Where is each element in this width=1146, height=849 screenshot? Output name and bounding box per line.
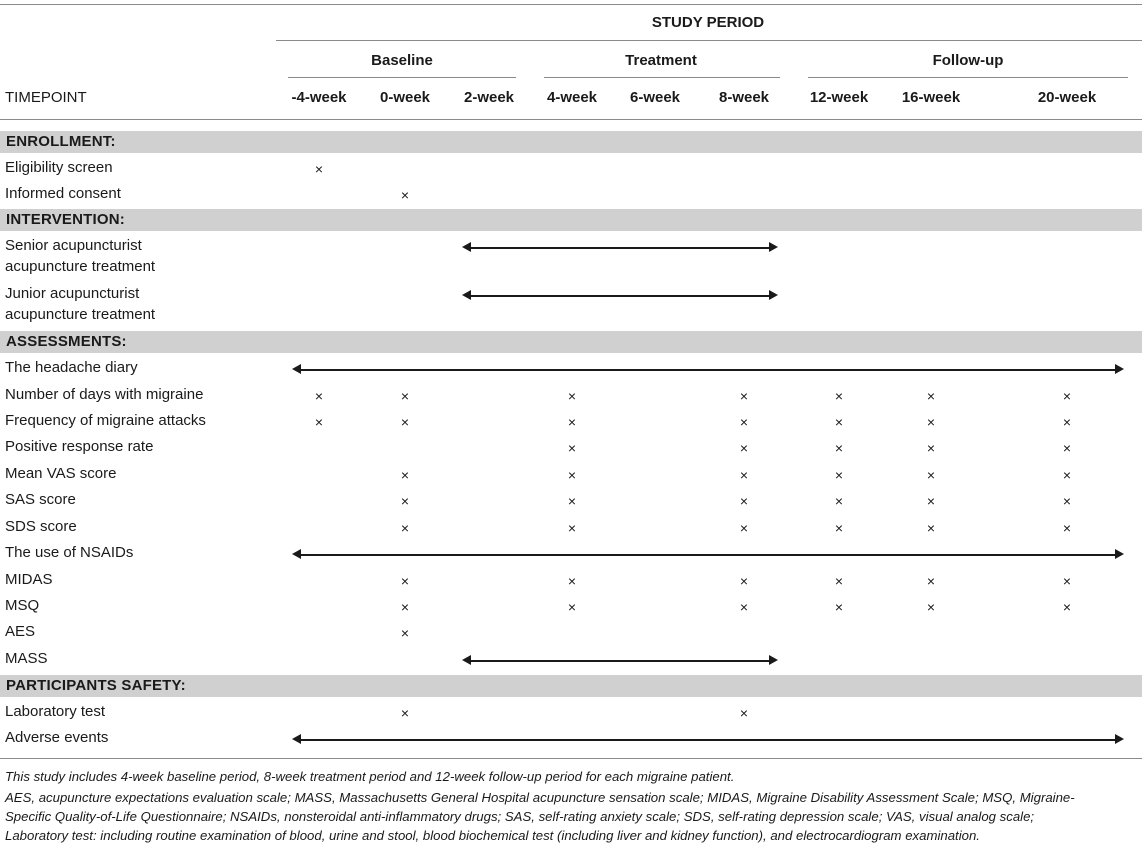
check-mark: × (567, 520, 577, 536)
check-mark: × (567, 493, 577, 509)
row-label (5, 436, 153, 457)
arrow-head-right-icon (769, 655, 778, 665)
check-mark: × (1062, 493, 1072, 509)
check-mark: × (926, 520, 936, 536)
header-rule (0, 119, 1142, 120)
row-label (5, 701, 105, 722)
arrow-shaft (468, 247, 772, 249)
timepoint-5: 8-week (718, 89, 770, 106)
check-mark: × (314, 161, 324, 177)
check-mark: × (926, 573, 936, 589)
arrow-shaft (298, 554, 1118, 556)
arrow-shaft (298, 369, 1118, 371)
row-label (5, 384, 203, 405)
period-follow-up: Follow-up (932, 52, 1004, 69)
check-mark: × (739, 599, 749, 615)
duration-arrow (292, 549, 1124, 560)
arrow-shaft (298, 739, 1118, 741)
row-label (5, 235, 155, 277)
arrow-head-right-icon (1115, 549, 1124, 559)
check-mark: × (400, 493, 410, 509)
row-label (5, 621, 35, 642)
timepoint-4: 6-week (629, 89, 681, 106)
timepoint-0: -4-week (291, 89, 347, 106)
section-assessments (0, 331, 1142, 353)
check-mark: × (926, 467, 936, 483)
section-participants-safety (0, 675, 1142, 697)
check-mark: × (400, 625, 410, 641)
check-mark: × (314, 414, 324, 430)
check-mark: × (314, 388, 324, 404)
top-rule (0, 4, 1142, 5)
timepoint-6: 12-week (809, 89, 869, 106)
footnote-laboratory: Laboratory test: including routine examination of blood, urine and stool, blood biochemical test (including liver and kidney function), and electrocardiogram examination. (5, 828, 980, 843)
timepoint-7: 16-week (901, 89, 961, 106)
check-mark: × (400, 520, 410, 536)
arrow-shaft (468, 295, 772, 297)
duration-arrow (462, 242, 778, 253)
check-mark: × (400, 573, 410, 589)
duration-arrow (292, 734, 1124, 745)
study-period-rule (276, 40, 1142, 41)
check-mark: × (834, 414, 844, 430)
arrow-shaft (468, 660, 772, 662)
check-mark: × (1062, 388, 1072, 404)
row-label (5, 595, 39, 616)
check-mark: × (567, 414, 577, 430)
check-mark: × (1062, 573, 1072, 589)
check-mark: × (567, 599, 577, 615)
footnote-abbreviations-1: AES, acupuncture expectations evaluation scale; MASS, Massachusetts General Hospital acupuncture sensation scale; MIDAS, Migraine Disability Assessment Scale; MSQ, Migraine- (5, 790, 1075, 805)
check-mark: × (567, 440, 577, 456)
row-label-line: Frequency of migraine attacks (5, 412, 206, 429)
baseline-rule (288, 77, 516, 78)
check-mark: × (834, 388, 844, 404)
follow-up-rule (808, 77, 1128, 78)
footnote-abbreviations-2: Specific Quality-of-Life Questionnaire; NSAIDs, nonsteroidal anti-inflammatory drugs; SAS, self-rating anxiety scale; SDS, self-rating depression scale; VAS, visual analog scale; (5, 809, 1035, 824)
bottom-rule (0, 758, 1142, 759)
section-enrollment-label: ENROLLMENT: (6, 133, 116, 150)
row-label-line: AES (5, 623, 36, 640)
check-mark: × (739, 493, 749, 509)
timepoint-2: 2-week (463, 89, 515, 106)
row-label (5, 569, 53, 590)
check-mark: × (834, 440, 844, 456)
check-mark: × (739, 388, 749, 404)
check-mark: × (400, 599, 410, 615)
row-label (5, 516, 77, 537)
check-mark: × (567, 573, 577, 589)
check-mark: × (400, 388, 410, 404)
row-label-line: The use of NSAIDs (5, 544, 134, 561)
row-label-line: SDS score (5, 518, 77, 535)
section-assessments-label: ASSESSMENTS: (6, 333, 127, 350)
row-label-line: Number of days with migraine (5, 386, 204, 403)
check-mark: × (926, 414, 936, 430)
row-label-line: Eligibility screen (5, 159, 113, 176)
check-mark: × (926, 599, 936, 615)
row-label (5, 410, 206, 431)
arrow-head-right-icon (769, 290, 778, 300)
row-label-line: Positive response rate (5, 438, 154, 455)
row-label (5, 648, 48, 669)
period-baseline: Baseline (371, 52, 433, 69)
arrow-head-right-icon (1115, 734, 1124, 744)
row-label-line: Laboratory test (5, 703, 106, 720)
row-label-line: Informed consent (5, 185, 121, 202)
check-mark: × (834, 599, 844, 615)
timepoint-8: 20-week (1037, 89, 1097, 106)
check-mark: × (400, 467, 410, 483)
check-mark: × (1062, 520, 1072, 536)
row-label (5, 489, 76, 510)
row-label-line: MIDAS (5, 571, 53, 588)
row-label-line: MASS (5, 650, 48, 667)
row-label-line: acupuncture treatment (5, 258, 156, 275)
timepoint-1: 0-week (379, 89, 431, 106)
duration-arrow (292, 364, 1124, 375)
row-label (5, 463, 116, 484)
check-mark: × (1062, 467, 1072, 483)
row-label-line: Adverse events (5, 729, 109, 746)
check-mark: × (567, 467, 577, 483)
section-intervention (0, 209, 1142, 231)
check-mark: × (400, 705, 410, 721)
section-enrollment (0, 131, 1142, 153)
duration-arrow (462, 290, 778, 301)
check-mark: × (1062, 599, 1072, 615)
duration-arrow (462, 655, 778, 666)
treatment-rule (544, 77, 780, 78)
row-label (5, 157, 113, 178)
check-mark: × (834, 573, 844, 589)
check-mark: × (400, 187, 410, 203)
row-label-line: Junior acupuncturist (5, 285, 140, 302)
row-label (5, 542, 133, 563)
check-mark: × (739, 414, 749, 430)
section-intervention-label: INTERVENTION: (6, 211, 125, 228)
check-mark: × (1062, 414, 1072, 430)
row-label (5, 183, 121, 204)
row-label-line: The headache diary (5, 359, 138, 376)
check-mark: × (926, 440, 936, 456)
row-label (5, 727, 108, 748)
check-mark: × (834, 467, 844, 483)
check-mark: × (926, 493, 936, 509)
footnote-study-note: This study includes 4-week baseline period, 8-week treatment period and 12-week follow-up period for each migraine patient. (5, 769, 735, 784)
section-safety-label: PARTICIPANTS SAFETY: (6, 677, 186, 694)
row-label-line: Senior acupuncturist (5, 237, 142, 254)
check-mark: × (1062, 440, 1072, 456)
check-mark: × (926, 388, 936, 404)
row-label-line: Mean VAS score (5, 465, 117, 482)
check-mark: × (400, 414, 410, 430)
check-mark: × (834, 520, 844, 536)
row-label-line: SAS score (5, 491, 76, 508)
check-mark: × (739, 467, 749, 483)
arrow-head-right-icon (1115, 364, 1124, 374)
row-label-line: MSQ (5, 597, 40, 614)
period-treatment: Treatment (625, 52, 697, 69)
check-mark: × (834, 493, 844, 509)
check-mark: × (739, 573, 749, 589)
check-mark: × (739, 440, 749, 456)
check-mark: × (739, 520, 749, 536)
row-label (5, 357, 138, 378)
timepoint-label: TIMEPOINT (5, 89, 87, 106)
study-period-heading: STUDY PERIOD (651, 14, 765, 31)
check-mark: × (567, 388, 577, 404)
check-mark: × (739, 705, 749, 721)
row-label-line: acupuncture treatment (5, 306, 156, 323)
row-label (5, 283, 155, 325)
timepoint-3: 4-week (546, 89, 598, 106)
arrow-head-right-icon (769, 242, 778, 252)
